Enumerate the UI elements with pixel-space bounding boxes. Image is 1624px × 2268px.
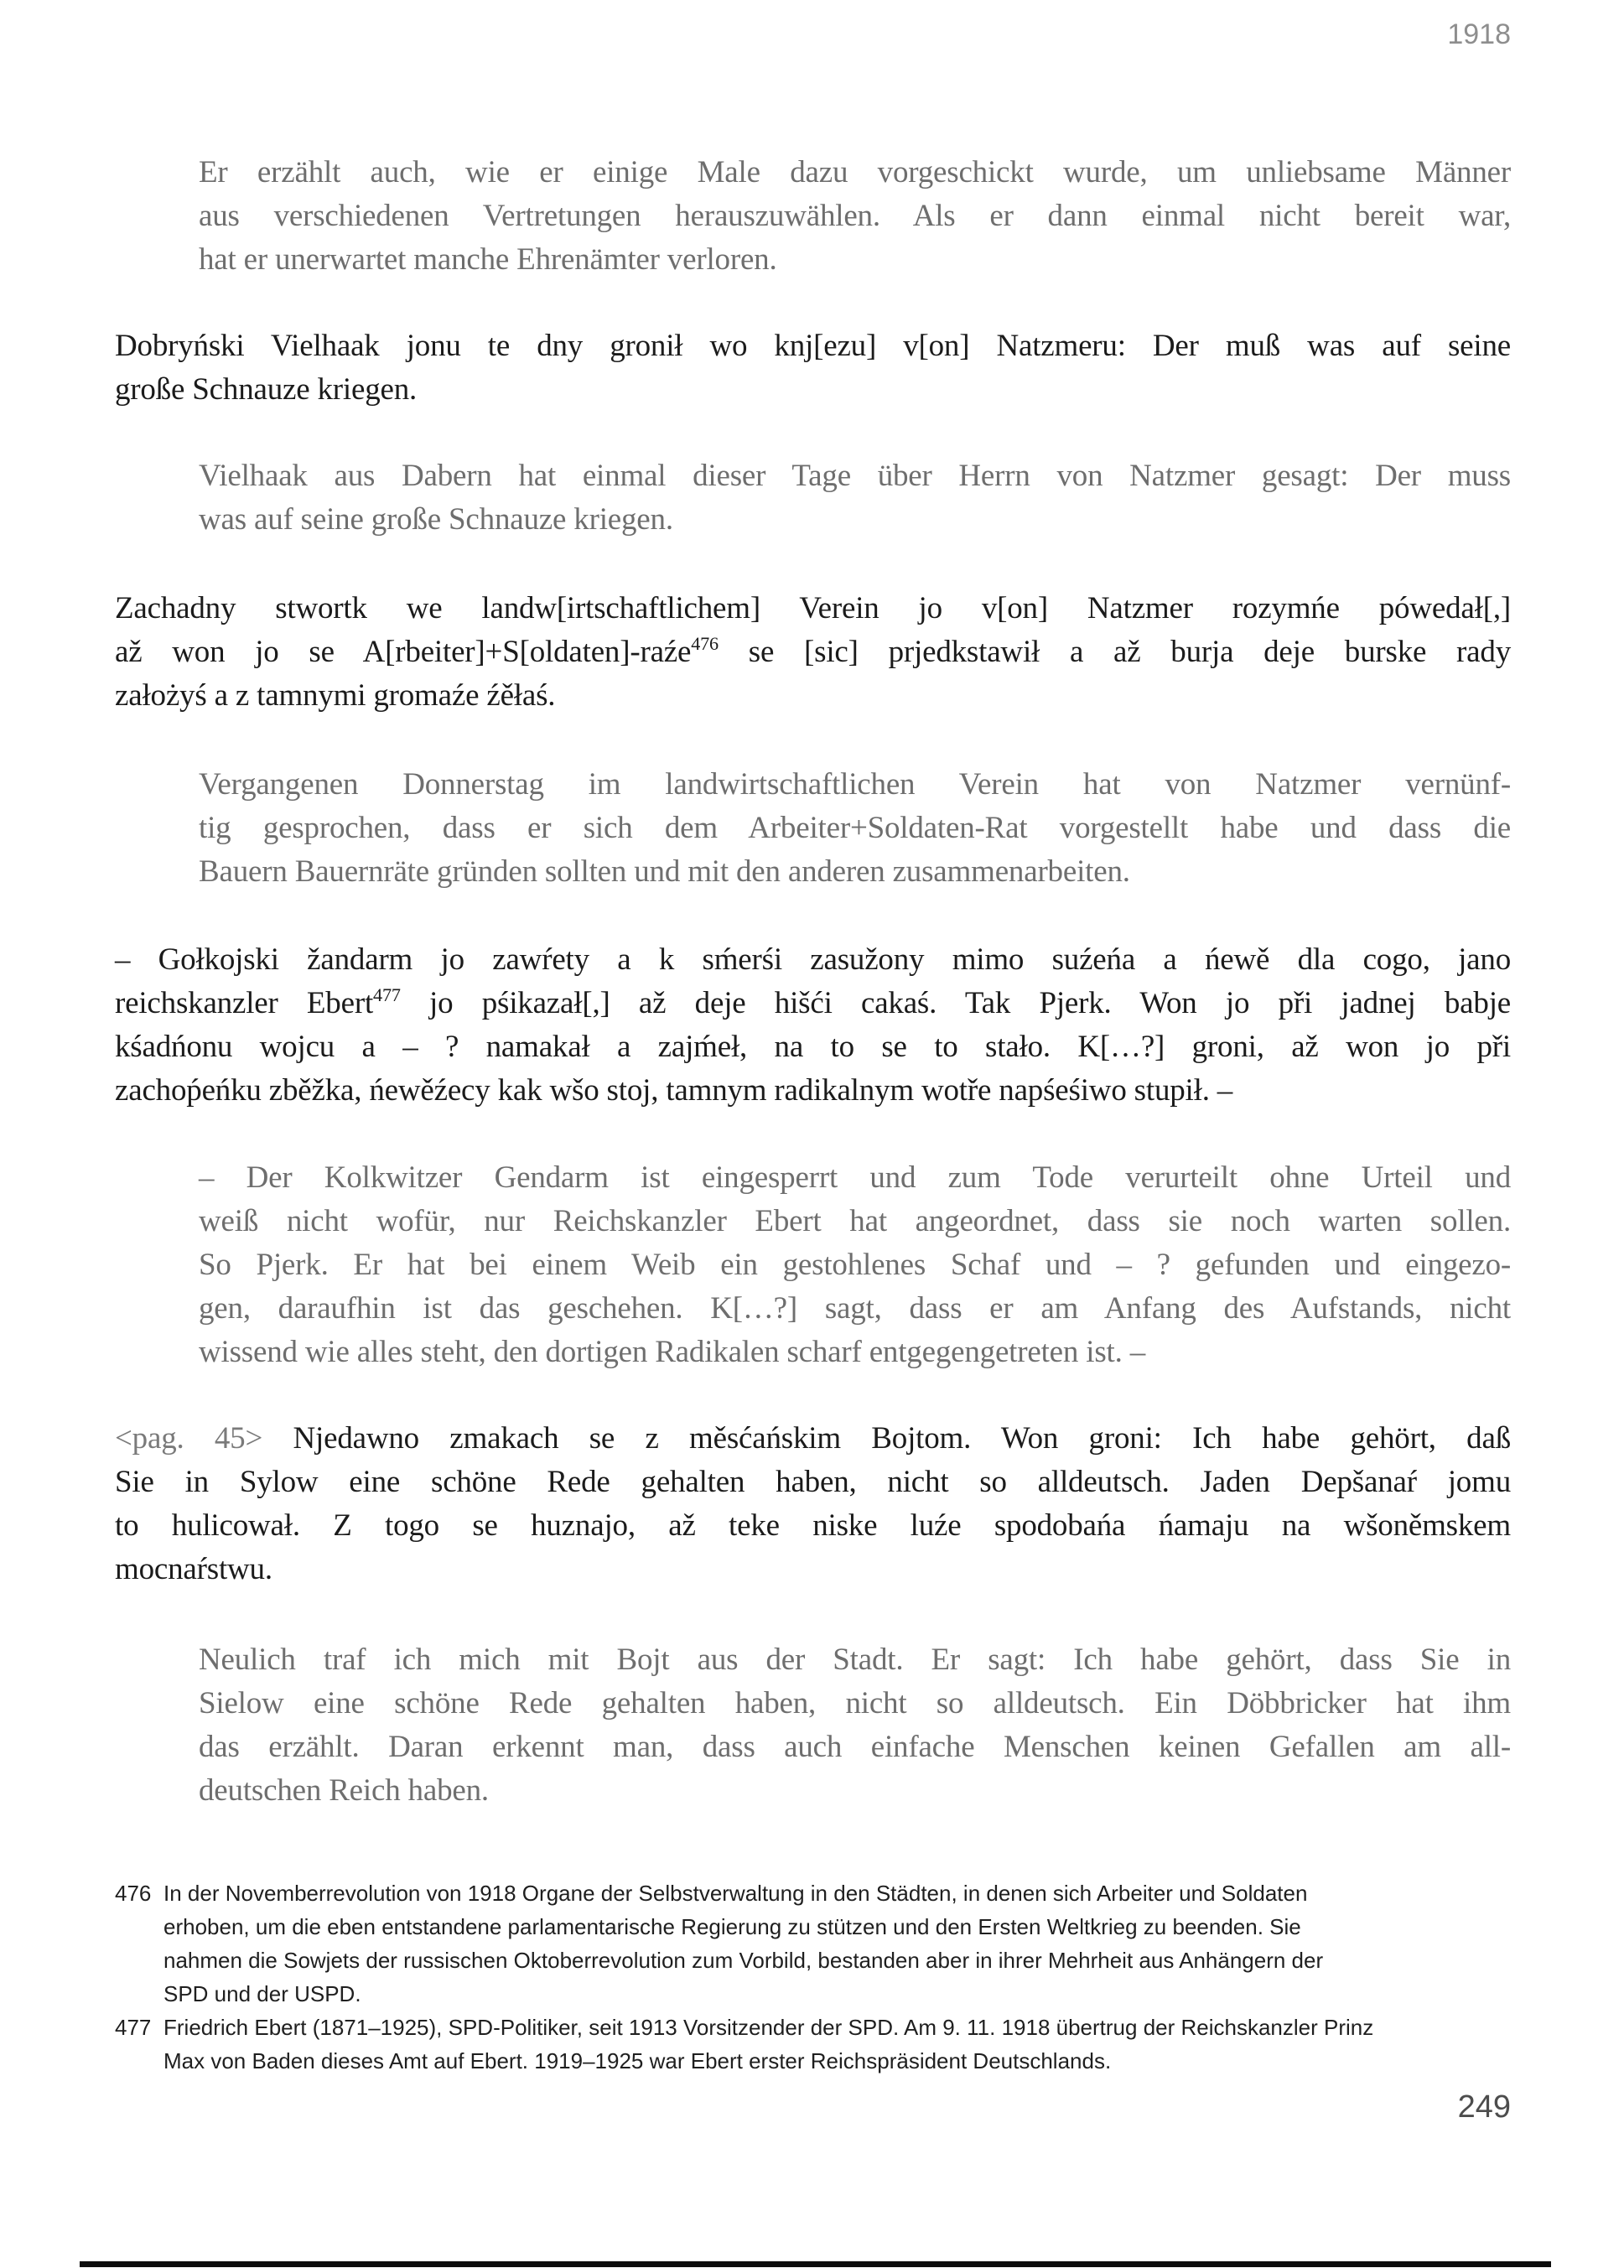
footnote-line: Friedrich Ebert (1871–1925), SPD-Politiker, seit 1913 Vorsitzender der SPD. Am 9. 11. 1918 übertrug der Reichskanzler Prinz	[163, 2015, 1374, 2040]
footnote-line: In der Novemberrevolution von 1918 Organe der Selbstverwaltung in den Städten, in denen sich Arbeiter und Soldaten	[163, 1881, 1308, 1906]
paragraph-line: założyś a z tamnymi gromaźe źěłaś.	[115, 678, 556, 713]
paragraph-line	[115, 1417, 1511, 1461]
footnote-477	[115, 2011, 1511, 2078]
paragraph-line: Dobryński Vielhaak jonu te dny gronił wo knj[ezu] v[on] Natzmeru: Der muß was auf seine	[115, 329, 1511, 363]
footnote-line: nahmen die Sowjets der russischen Oktoberrevolution zum Vorbild, bestanden aber in ihrer Mehrheit aus Anhängern der	[163, 1948, 1324, 1973]
quote-line: aus verschiedenen Vertretungen herauszuwählen. Als er dann einmal nicht bereit war,	[199, 199, 1511, 233]
footnote-text	[163, 1876, 1511, 2011]
paragraph-line: zachoṕeńku zběžka, ńewěźecy kak wšo stoj, tamnym radikalnym wotře napśeśiwo stupił. –	[115, 1073, 1233, 1108]
quote-line: Sielow eine schöne Rede gehalten haben, nicht so alldeutsch. Ein Döbbricker hat ihm	[199, 1686, 1511, 1720]
paragraph-line	[115, 631, 1511, 674]
footnote-476	[115, 1876, 1511, 2011]
footnote-line: SPD und der USPD.	[163, 1981, 361, 2006]
block-quote-3	[199, 763, 1511, 894]
quote-line: So Pjerk. Er hat bei einem Weib ein gestohlenes Schaf und – ? gefunden und eingezo-	[199, 1248, 1511, 1282]
quote-line: – Der Kolkwitzer Gendarm ist eingesperrt und zum Tode verurteilt ohne Urteil und	[199, 1160, 1511, 1195]
quote-line: Er erzählt auch, wie er einige Male dazu vorgeschickt wurde, um unliebsame Männer	[199, 155, 1511, 189]
paragraph-line	[115, 982, 1511, 1025]
body-paragraph-1	[115, 324, 1511, 412]
paragraph-line: Zachadny stwortk we landw[irtschaftlichem] Verein jo v[on] Natzmer rozymńe pówedał[,]	[115, 591, 1511, 625]
quote-line: Bauern Bauernräte gründen sollten und mit den anderen zusammenarbeiten.	[199, 854, 1130, 889]
footnote-number: 476	[115, 1881, 152, 1906]
footnote-line: Max von Baden dieses Amt auf Ebert. 1919–1925 war Ebert erster Reichspräsident Deutschlands.	[163, 2048, 1112, 2073]
quote-line: tig gesprochen, dass er sich dem Arbeiter+Soldaten-Rat vorgestellt habe und dass die	[199, 811, 1511, 845]
block-quote-1	[199, 151, 1511, 282]
paragraph-line: – Gołkojski žandarm jo zawŕety a k sḿerśi zasužony mimo suźeńa a ńewě dla cogo, jano	[115, 942, 1511, 977]
body-paragraph-4	[115, 1417, 1511, 1591]
quote-line: Vergangenen Donnerstag im landwirtschaftlichen Verein hat von Natzmer vernünf-	[199, 767, 1511, 802]
paragraph-line: mocnaŕstwu.	[115, 1552, 272, 1586]
quote-line: weiß nicht wofür, nur Reichskanzler Ebert hat angeordnet, dass sie noch warten sollen.	[199, 1204, 1511, 1238]
paragraph-line: große Schnauze kriegen.	[115, 372, 418, 407]
paragraph-text: až won jo se A[rbeiter]+S[oldaten]-raźe	[115, 635, 692, 669]
paragraph-line: to hulicował. Z togo se huznajo, až teke niske luźe spodobańa ńamaju na wšoněmskem	[115, 1508, 1511, 1543]
block-quote-4	[199, 1156, 1511, 1374]
paragraph-line: Sie in Sylow eine schöne Rede gehalten haben, nicht so alldeutsch. Jaden Depšanaŕ jomu	[115, 1465, 1511, 1499]
quote-line: was auf seine große Schnauze kriegen.	[199, 502, 673, 537]
pagination-marker: <pag. 45>	[115, 1421, 263, 1456]
paragraph-text: se [sic] prjedkstawił a až burja deje burske rady	[718, 635, 1511, 669]
quote-line: hat er unerwartet manche Ehrenämter verloren.	[199, 242, 777, 277]
footnote-text	[163, 2011, 1511, 2078]
paragraph-text: reichskanzler Ebert	[115, 986, 374, 1020]
quote-line: Vielhaak aus Dabern hat einmal dieser Tage über Herrn von Natzmer gesagt: Der muss	[199, 459, 1511, 493]
scan-artifact-line	[80, 2261, 1551, 2267]
paragraph-text: Njedawno zmakach se z měsćańskim Bojtom. Won groni: Ich habe gehört, daß	[262, 1421, 1511, 1456]
paragraph-text: jo pśikazał[,] až deje hišći cakaś. Tak Pjerk. Won jo při jadnej babje	[400, 986, 1511, 1020]
quote-line: deutschen Reich haben.	[199, 1773, 489, 1808]
body-paragraph-3	[115, 938, 1511, 1113]
quote-line: Neulich traf ich mich mit Bojt aus der Stadt. Er sagt: Ich habe gehört, dass Sie in	[199, 1643, 1511, 1677]
footnotes-section	[115, 1876, 1511, 2078]
page-header-year: 1918	[1447, 18, 1511, 50]
paragraph-line: kśadńonu wojcu a – ? namakał a zajḿeł, na to se to stało. K[…?] groni, až won jo při	[115, 1030, 1511, 1064]
block-quote-2	[199, 454, 1511, 542]
footnote-reference-476: 476	[691, 633, 719, 654]
page-number: 249	[1457, 2089, 1511, 2125]
footnote-number: 477	[115, 2015, 152, 2040]
quote-line: wissend wie alles steht, den dortigen Radikalen scharf entgegengetreten ist. –	[199, 1335, 1145, 1369]
footnote-line: erhoben, um die eben entstandene parlamentarische Regierung zu stützen und den Ersten Weltkrieg zu beenden. Sie	[163, 1914, 1301, 1939]
quote-line: das erzählt. Daran erkennt man, dass auch einfache Menschen keinen Gefallen am all-	[199, 1730, 1511, 1764]
block-quote-5	[199, 1638, 1511, 1813]
body-paragraph-2	[115, 587, 1511, 718]
quote-line: gen, daraufhin ist das geschehen. K[…?] sagt, dass er am Anfang des Aufstands, nicht	[199, 1291, 1511, 1326]
footnote-reference-477: 477	[373, 984, 401, 1005]
